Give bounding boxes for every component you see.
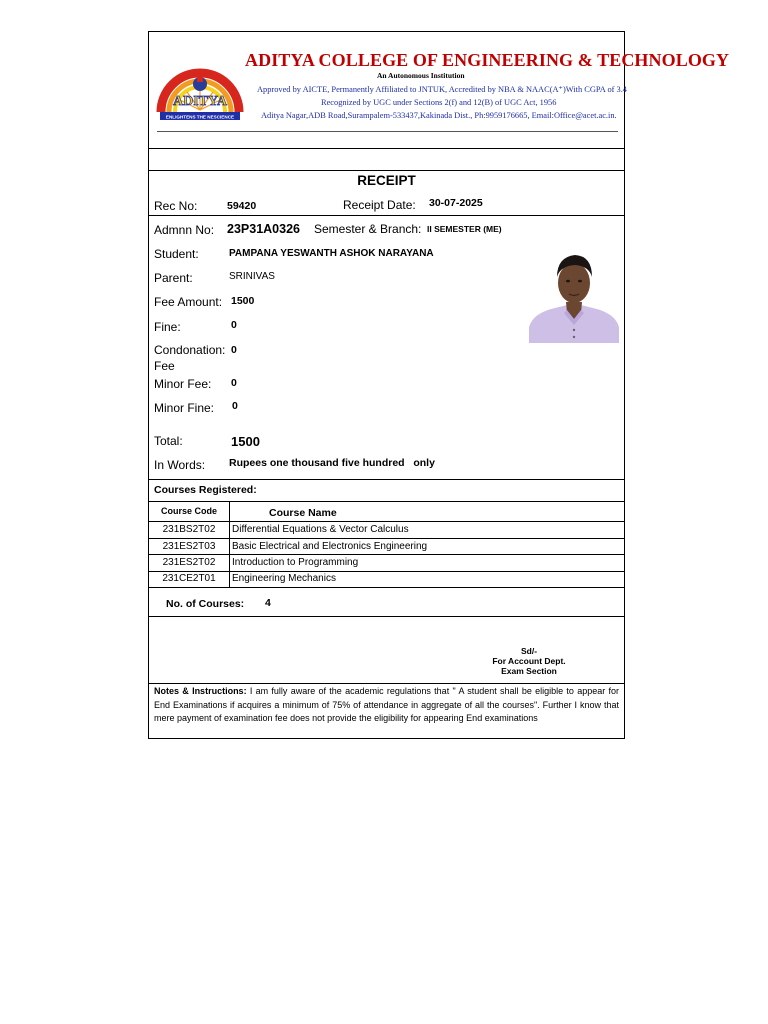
recognition-text: Recognized by UGC under Sections 2(f) and 12(B) of UGC Act, 1956: [321, 98, 557, 107]
divider: [149, 571, 624, 572]
course-code: 231ES2T02: [162, 557, 216, 568]
student-label: Student:: [154, 247, 199, 261]
fine-label: Fine:: [154, 320, 181, 334]
divider: [149, 683, 624, 684]
receipt-date-label: Receipt Date:: [343, 198, 416, 212]
minor-fee-value: 0: [231, 377, 237, 389]
condonation-label-fee: Fee: [154, 359, 175, 373]
divider: [149, 587, 624, 588]
address-text: Aditya Nagar,ADB Road,Surampalem-533437,Kakinada Dist., Ph:9959176665, Email:Office@acet.ac.in.: [261, 111, 617, 120]
condonation-label: Condonation:: [154, 343, 226, 357]
divider: [149, 170, 624, 171]
divider: [149, 148, 624, 149]
course-name: Engineering Mechanics: [232, 573, 336, 584]
signature-section: Exam Section: [501, 666, 557, 676]
divider: [149, 616, 624, 617]
in-words-label: In Words:: [154, 458, 206, 472]
admn-no-label: Admnn No:: [154, 223, 215, 237]
student-photo: [529, 247, 619, 343]
rec-no-label: Rec No:: [154, 199, 198, 213]
course-code-header: Course Code: [160, 506, 217, 516]
signature-dept: For Account Dept.: [492, 656, 566, 666]
divider: [149, 554, 624, 555]
fine-value: 0: [231, 319, 237, 331]
divider: [149, 538, 624, 539]
notes-text: I am fully aware of the academic regulations that " A student shall be eligible to appear for End Examinations if acquires a minimum of 75% of attendance in aggregate of all the courses". Further I know that mere payment of examination fee does not provide the eligibility for appearing End examinations: [154, 686, 619, 723]
college-logo: [155, 50, 245, 122]
parent-name: SRINIVAS: [229, 271, 275, 282]
total-label: Total:: [154, 434, 183, 448]
condonation-value: 0: [231, 344, 237, 356]
course-count-label: No. of Courses:: [166, 598, 245, 610]
divider: [149, 479, 624, 480]
logo-wordmark: ADITYA: [173, 94, 227, 109]
student-name: PAMPANA YESWANTH ASHOK NARAYANA: [229, 248, 434, 259]
minor-fine-value: 0: [232, 400, 238, 412]
notes-instructions: [154, 685, 619, 737]
course-code: 231CE2T01: [162, 573, 216, 584]
receipt-title: RECEIPT: [357, 173, 416, 188]
course-name: Basic Electrical and Electronics Engineering: [232, 541, 428, 552]
semester-branch-value: II SEMESTER (ME): [427, 224, 502, 234]
approval-text: Approved by AICTE, Permanently Affiliated to JNTUK, Accredited by NBA & NAAC(A⁺)With CGPA of 3.4: [257, 85, 627, 94]
header-underline: [157, 131, 618, 132]
fee-amount-label: Fee Amount:: [154, 295, 223, 309]
notes-label: Notes & Instructions:: [154, 686, 247, 696]
minor-fine-label: Minor Fine:: [154, 401, 215, 415]
total-value: 1500: [231, 434, 260, 449]
receipt-date-value: 30-07-2025: [429, 197, 483, 209]
table-divider: [229, 501, 230, 588]
course-name: Differential Equations & Vector Calculus: [232, 524, 409, 535]
logo-tagline: ENLIGHTENS THE NESCIENCE: [165, 114, 235, 120]
course-count-value: 4: [265, 597, 271, 609]
course-code: 231BS2T02: [162, 524, 216, 535]
divider: [149, 215, 624, 216]
photo-face: [558, 263, 590, 303]
admn-no-value: 23P31A0326: [227, 222, 300, 236]
minor-fee-label: Minor Fee:: [154, 377, 212, 391]
autonomous-text: An Autonomous Institution: [377, 71, 465, 80]
college-name: ADITYA COLLEGE OF ENGINEERING & TECHNOLOGY: [245, 50, 730, 70]
courses-registered-title: Courses Registered:: [154, 484, 257, 496]
divider: [149, 501, 624, 502]
divider: [149, 521, 624, 522]
signature-sd: Sd/-: [520, 646, 538, 656]
fee-receipt: [148, 31, 730, 739]
semester-branch-label: Semester & Branch:: [314, 222, 422, 236]
course-code: 231ES2T03: [162, 541, 216, 552]
rec-no-value: 59420: [227, 200, 257, 212]
course-name-header: Course Name: [269, 507, 337, 519]
fee-amount-value: 1500: [231, 295, 255, 307]
parent-label: Parent:: [154, 271, 193, 285]
course-name: Introduction to Programming: [232, 557, 359, 568]
in-words-value: Rupees one thousand five hundred only: [229, 457, 435, 469]
